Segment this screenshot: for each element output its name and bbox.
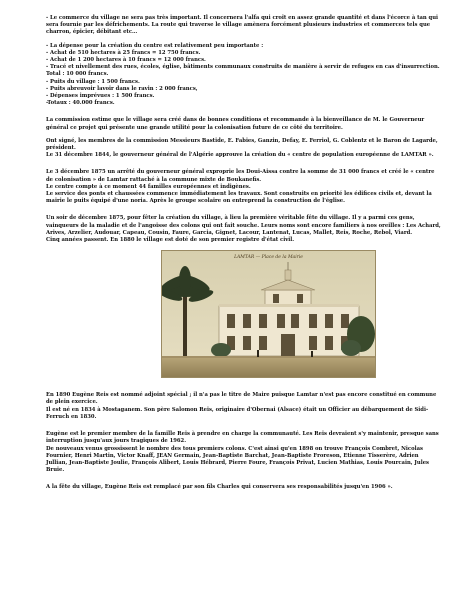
paragraph-approval-1844: Le 31 décembre 1844, le gouverneur général de l'Algérie approuve la création du « centre de population européenne de LAMTAR ». bbox=[46, 152, 434, 159]
list-item-puits: - Puits du village : 1 500 francs. bbox=[46, 78, 140, 85]
photo-caption: LAMTAR — Place de la Mairie bbox=[234, 255, 303, 261]
list-item-imprevues: - Dépenses imprévues : 1 500 francs. bbox=[46, 93, 155, 100]
list-item-totaux: -Totaux : 40.000 francs. bbox=[46, 100, 115, 107]
list-item-abreuvoir: - Puits abreuvoir lavoir dans le ravin : 2 000 francs, bbox=[46, 85, 198, 92]
paragraph-commerce: - Le commerce du village ne sera pas très important. Il concernera l'alfa qui croît en assez grande quantité et dans l'écorce à tan qui sera fournie par les défrichements. La route qui traverse le village amènera forcément plusieurs industries et commerces tels que charron, épicier, débitant etc… bbox=[46, 15, 439, 36]
paragraph-charles-reis: A la fête du village, Eugène Reis est remplacé par son fils Charles qui conservera ses responsabilités jusqu'en 1906 ». bbox=[46, 484, 393, 491]
list-item-achat-1: - Achat de 510 hectares à 25 francs = 12 750 francs. bbox=[46, 49, 201, 56]
paragraph-etat-civil: Cinq années passent. En 1880 le village est doté de son premier registre d'état civil. bbox=[46, 237, 295, 244]
paragraph-commission: La commission estime que le village sera créé dans de bonnes conditions et recommande à la bienveillance de M. le Gouverneur général ce projet qui présente une grande utilité pour la colonisation future de ce côté du territoire. bbox=[46, 117, 425, 131]
paragraph-depense-intro: - La dépense pour la création du centre est relativement peu importante : bbox=[46, 42, 264, 49]
paragraph-families: Le centre compte à ce moment 44 familles européennes et indigènes. bbox=[46, 183, 251, 190]
paragraph-signatories: Ont signé, les membres de la commission Messieurs Bastide, E. Fabies, Ganzin, Defay, E. Ferriol, G. Coblentz et le Baron de Lagarde, président. bbox=[46, 137, 438, 152]
paragraph-reis-family: Eugène est le premier membre de la famille Reis à prendre en charge la communauté. Les Reis devraient s'y maintenir, presque sans interruption jusqu'aux jours tragiques de 1962. bbox=[46, 431, 439, 445]
paragraph-arrete-1875: Le 3 décembre 1875 un arrêté du gouverneur général exproprie les Doui-Aissa contre la somme de 31 000 francs et créé le « centre de colonisation » de Lamtar rattaché à la commune mixte de Boukanefis. bbox=[46, 169, 435, 183]
postcard-photo bbox=[161, 250, 376, 378]
paragraph-reis-birth: Il est né en 1834 à Mostaganem. Son père Salomon Reis, originaire d'Obernai (Alsace) était un Officier au débarquement de Sidi-Ferruch en 1830. bbox=[46, 406, 429, 420]
paragraph-reis-1890: En 1890 Eugène Reis est nommé adjoint spécial ; il n'a pas le titre de Maire puisque Lamtar n'est pas encore constitué en commune de plein exercice. bbox=[46, 392, 437, 406]
paragraph-fete-1875: Un soir de décembre 1875, pour fêter la création du village, à lieu la première véritable fête du village. Il y a parmi ces gens, vainqueurs de la maladie et de l'angoisse des colons qui ont fait souche. Leurs noms sont encore familiers à nos oreilles : Les Achard, Arives, Arzelier, Audouar, Capeau, Cousin, Faure, Garcia, Gignet, Lacour, Lantenat, Lucas, Mallet, Reis, Roche, Rebol, Viard. bbox=[46, 215, 441, 236]
list-item-achat-2: - Achat de 1 200 hectares à 10 francs = 12 000 francs. bbox=[46, 57, 206, 64]
paragraph-ponts-chaussees: Le service des ponts et chaussées commence immédiatement les travaux. Sont construits en priorité les édifices civils et, devant la mairie le puits équipé d'une noria. Après le groupe scolaire on entreprend la construction de l'église. bbox=[46, 191, 432, 205]
town-hall-image bbox=[161, 250, 376, 378]
list-item-trace: - Tracé et nivellement des rues, écoles, église, bâtiments communaux construits de manière à servir de refuges en cas d'insurrection. Total : 10 000 francs. bbox=[46, 64, 440, 78]
paragraph-new-colonists: De nouveaux venus grossissent le nombre des tous premiers colons. C'est ainsi qu'en 1898 on trouve François Combret, Nicolas Fournier, Henri Martin, Victor Knaff, JEAN Germain, Jean-Baptiste Barchat, Jean-Baptiste Froreson, Etienne Tisserère, Adrien Jullian, Jean-Baptiste Joulie, François Alibert, Louis Hébrard, Pierre Foure, François Privat, Lucien Mathias, Louis Pourcain, Jules Bruie. bbox=[46, 445, 430, 474]
